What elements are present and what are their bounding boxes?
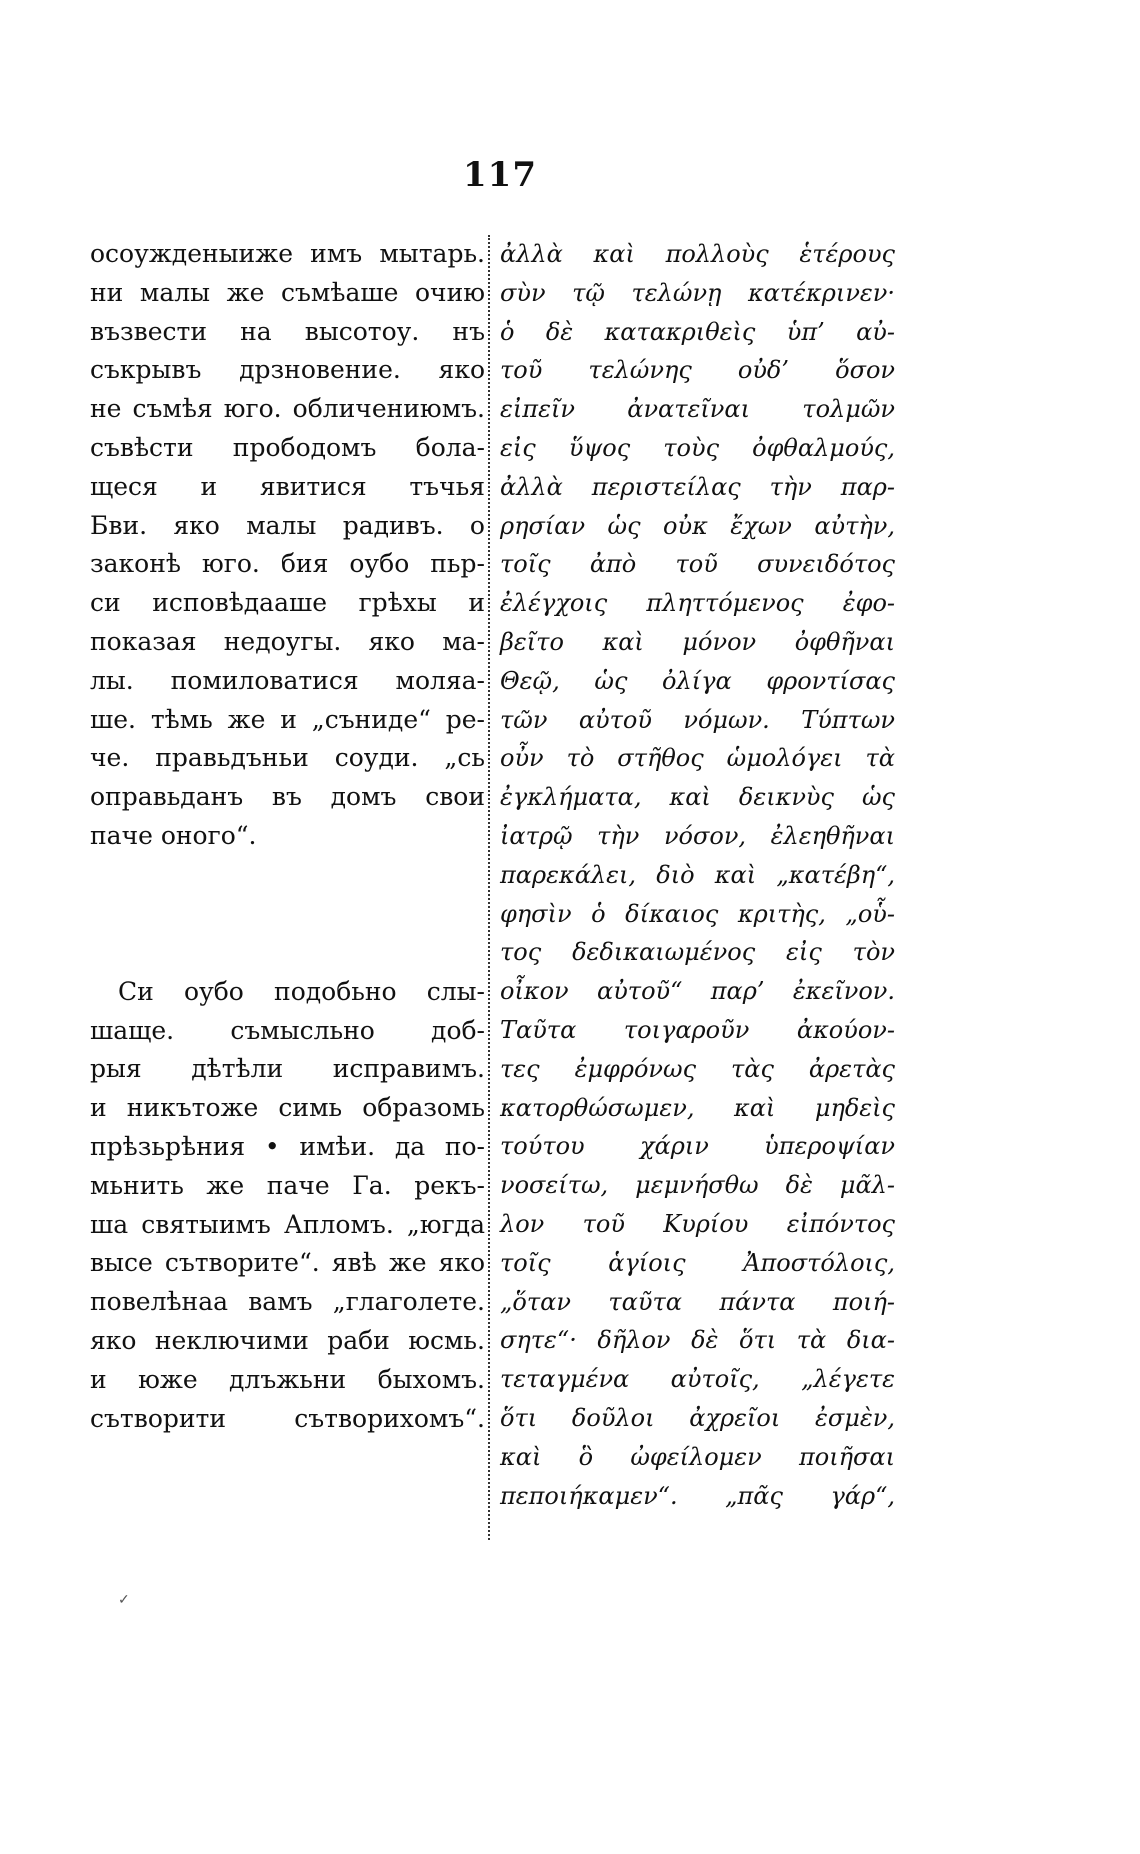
text-line: τοῖς ἁγίοις Ἀποστόλοις,	[500, 1248, 895, 1277]
text-line: че. правьдъньи соуди. „сь	[90, 743, 485, 773]
text-line: βεῖτο καὶ μόνον ὀφθῆναι	[500, 627, 895, 656]
text-line: показая недоугы. яко ма-	[90, 626, 485, 656]
text-line: лы. помиловатися моляа-	[90, 665, 485, 695]
text-line: οὖν τὸ στῆθος ὡμολόγει τὰ	[500, 744, 895, 773]
text-line: Бви. яко малы радивъ. о	[90, 510, 485, 540]
left-paragraph-2	[90, 973, 485, 1439]
right-column-greek	[500, 235, 895, 1515]
text-line: τοῦ τελώνης οὐδ’ ὅσον	[500, 356, 895, 385]
text-line: яко неключими раби юсмь.	[90, 1325, 485, 1355]
text-line: сътворити сътворихомъ“.	[90, 1403, 485, 1433]
text-line: ша святыимъ Апломъ. „югда	[90, 1209, 485, 1239]
text-line: ἀλλὰ καὶ πολλοὺς ἑτέρους	[500, 240, 895, 268]
text-line: ἐλέγχοις πληττόμενος ἐφο-	[500, 589, 895, 618]
text-line: ὁ δὲ κατακριθεὶς ὑπ’ αὐ-	[500, 317, 895, 346]
text-line: не съмѣя юго. обличениюмъ.	[90, 394, 485, 424]
text-line: Си оубо подобьно слы-	[118, 976, 485, 1006]
text-line: λον τοῦ Κυρίου εἰπόντος	[500, 1209, 895, 1238]
text-line: и никътоже симь образомь	[90, 1093, 485, 1123]
text-line: φησὶν ὁ δίκαιος κριτὴς, „οὗ-	[500, 899, 895, 928]
left-column-church-slavonic	[90, 235, 485, 1438]
text-line: σητε“· δῆλον δὲ ὅτι τὰ δια-	[500, 1326, 895, 1355]
text-line: шаще. съмысльно доб-	[90, 1015, 485, 1045]
text-line: σὺν τῷ τελώνῃ κατέκρινεν·	[500, 278, 895, 307]
text-line: Ταῦτα τοιγαροῦν ἀκούον-	[500, 1015, 895, 1044]
text-line: съкрывъ дрзновение. яко	[90, 355, 485, 385]
text-line: ἰατρῷ τὴν νόσον, ἐλεηθῆναι	[500, 821, 895, 850]
text-line: τες ἐμφρόνως τὰς ἀρετὰς	[500, 1054, 895, 1083]
text-line: ше. тѣмь же и „сънидe“ ре-	[90, 704, 485, 734]
text-line-last: паче оного“.	[90, 820, 257, 850]
text-line: τῶν αὐτοῦ νόμων. Τύπτων	[500, 705, 895, 734]
text-line: „ὅταν ταῦτα πάντα ποιή-	[500, 1287, 895, 1316]
text-line: възвести на высотоу. нъ	[90, 316, 485, 346]
text-line: законѣ юго. бия оубо пьр-	[90, 549, 485, 579]
text-line: Θεῷ, ὡς ὀλίγα φροντίσας	[500, 666, 895, 695]
text-line: καὶ ὃ ὠφείλομεν ποιῆσαι	[500, 1442, 895, 1471]
margin-mark: ✓	[118, 1592, 130, 1608]
text-line: мьнить же паче Га. рекъ-	[90, 1170, 485, 1200]
text-line: си исповѣдааше грѣхы и	[90, 588, 485, 618]
text-line: τούτου χάριν ὑπεροψίαν	[500, 1132, 895, 1161]
text-line: прѣзьрѣния • имѣи. да по-	[90, 1131, 485, 1161]
text-line: щеся и явитися тъчья	[90, 471, 485, 501]
text-line: ни малы же съмѣаше очию	[90, 277, 485, 307]
text-line: съвѣсти прободомъ болa-	[90, 432, 485, 462]
text-line: ἐγκλήματα, καὶ δεικνὺς ὡς	[500, 783, 895, 812]
text-line: ἀλλὰ περιστείλας τὴν παρ-	[500, 472, 895, 501]
left-paragraph-1	[90, 235, 485, 856]
text-line: повелѣнаа вамъ „глаголете.	[90, 1287, 485, 1317]
text-line: εἰπεῖν ἀνατεῖναι τολμῶν	[500, 395, 895, 424]
text-line: высе сътворите“. явѣ же яко	[90, 1248, 485, 1278]
page-number: 117	[463, 155, 537, 195]
text-line: рыя дѣтѣли исправимъ.	[90, 1054, 485, 1084]
text-line: ὅτι δοῦλοι ἀχρεῖοι ἐσμὲν,	[500, 1403, 895, 1432]
text-line: κατορθώσωμεν, καὶ μηδεὶς	[500, 1093, 895, 1122]
text-line: νοσείτω, μεμνήσθω δὲ μᾶλ-	[500, 1171, 895, 1200]
text-line: παρεκάλει, διὸ καὶ „κατέβη“,	[500, 860, 895, 889]
column-divider	[488, 235, 490, 1540]
text-line: τεταγμένα αὐτοῖς, „λέγετε	[500, 1365, 895, 1394]
text-line: ρησίαν ὡς οὐκ ἔχων αὐτὴν,	[500, 511, 895, 540]
text-line: πεποιήκαμεν“. „πᾶς γάρ“,	[500, 1481, 895, 1510]
text-line: осоужденыиже имъ мытарь.	[90, 239, 485, 268]
text-line: οἶκον αὐτοῦ“ παρ’ ἐκεῖνον.	[500, 977, 895, 1006]
text-line: оправьданъ въ домъ свои	[90, 782, 485, 812]
text-line: εἰς ὕψος τοὺς ὀφθαλμούς,	[500, 433, 895, 462]
text-line: τοῖς ἀπὸ τοῦ συνειδότος	[500, 550, 895, 579]
text-line: и юже длъжьни быхомъ.	[90, 1364, 485, 1394]
text-line: τος δεδικαιωμένος εἰς τὸν	[500, 938, 895, 967]
